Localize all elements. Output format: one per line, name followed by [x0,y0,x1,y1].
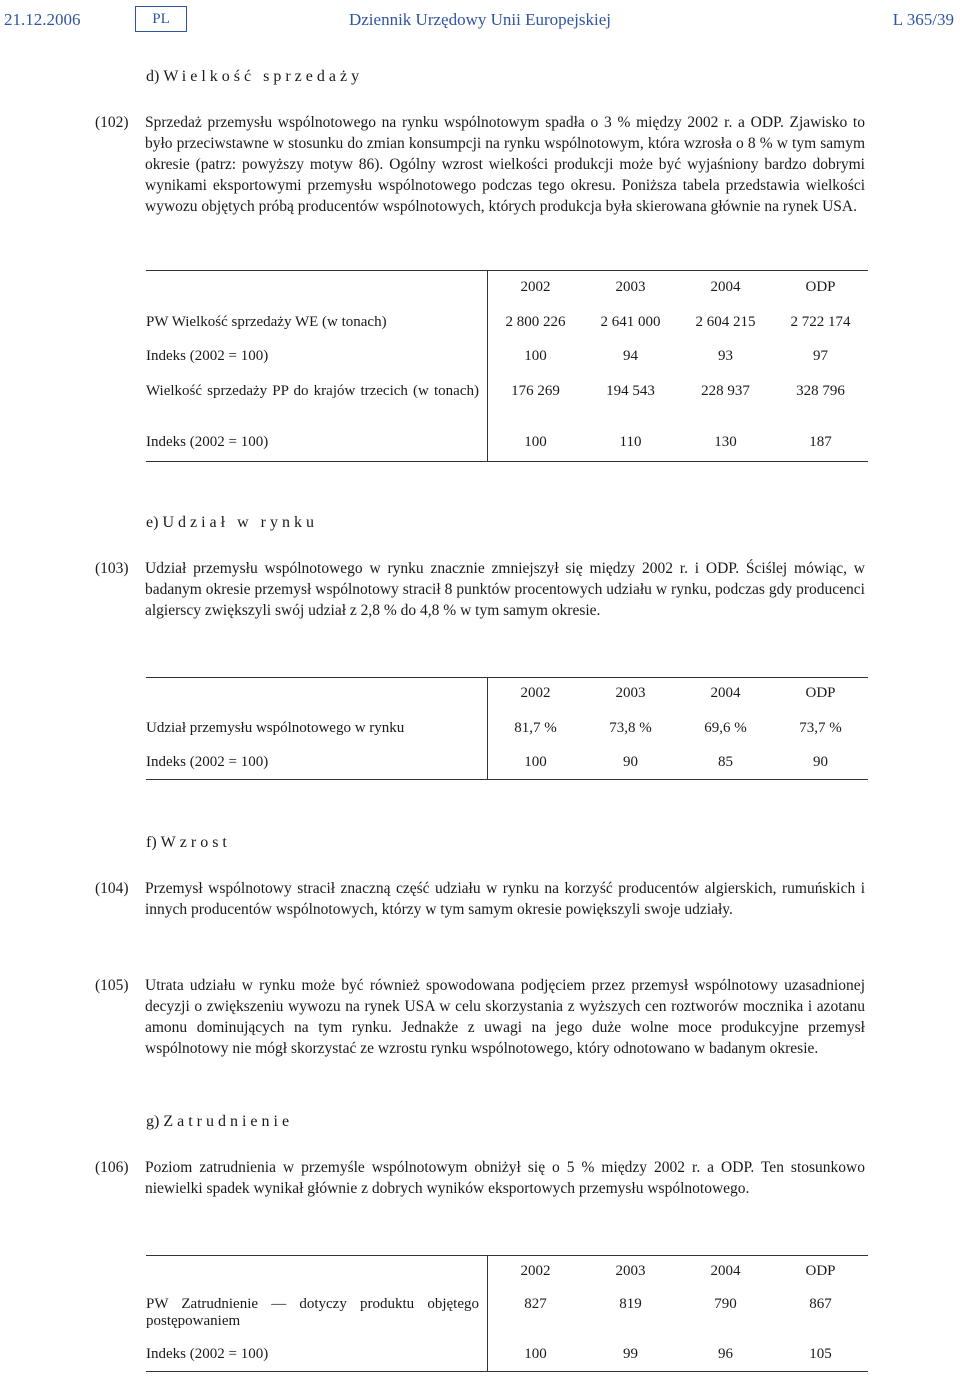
paragraph-text: Udział przemysłu wspólnotowego w rynku znacznie zmniejszył się między 2002 r. i ODP. Ściślej mówiąc, w badanym okresie przemysł wspólnotowy stracił 8 punktów procentowych udziału w rynku, podczas gdy producenci algierscy zwiększyli swój udział z 2,8 % do 4,8 % w tym samym okresie. [145,560,865,619]
language-badge: PL [135,6,187,32]
section-heading-g [146,1113,293,1131]
table-cell: 93 [718,347,733,364]
paragraph-number: (102) [95,114,129,131]
table-cell: 819 [619,1295,642,1312]
page-header [0,6,960,36]
table-cell: 85 [678,746,773,780]
table-row [146,712,868,746]
column-header: 2004 [678,271,773,305]
journal-title: Dziennik Urzędowy Unii Europejskiej [348,10,611,29]
table-cell: 73,8 % [609,719,652,736]
section-title: Wzrost [160,834,231,851]
page-reference: L 365/39 [892,10,954,29]
table-cell: 790 [714,1295,737,1312]
section-heading-e [146,514,318,532]
row-label: Wielkość sprzedaży PP do krajów trzecich (w tonach) [146,373,488,428]
section-letter: d) [146,68,160,85]
table-cell: 100 [524,347,547,364]
column-header: 2004 [678,1256,773,1288]
paragraph-number: (106) [95,1159,129,1176]
column-header: 2002 [488,1256,584,1288]
section-letter: g) [146,1113,160,1130]
table-header-row [146,271,868,305]
table-cell: 187 [773,428,868,462]
paragraph-102 [95,112,865,217]
section-heading-f [146,834,231,852]
section-title: Wielkość sprzedaży [163,68,364,85]
section-heading-d [146,68,363,86]
table-cell: 2 800 226 [505,313,566,330]
table-cell: 90 [773,746,868,780]
table-cell: 2 722 174 [790,313,851,330]
table-cell: 73,7 % [799,719,842,736]
table-header-row [146,678,868,712]
table-row [146,339,868,373]
table-row [146,746,868,780]
table-cell: 100 [488,746,584,780]
sales-volume-table [146,270,868,462]
paragraph-105 [95,975,865,1059]
table-cell: 100 [488,428,584,462]
publication-date: 21.12.2006 [4,10,81,29]
section-title: Udział w rynku [162,514,318,531]
table-header-row [146,1256,868,1288]
row-label: Indeks (2002 = 100) [146,1338,488,1372]
table-cell: 100 [488,1338,584,1372]
column-header: ODP [773,271,868,305]
column-header: 2004 [678,678,773,712]
table-cell: 194 543 [606,382,655,399]
table-cell: 176 269 [511,382,560,399]
table-cell: 228 937 [701,382,750,399]
paragraph-number: (104) [95,880,129,897]
table-cell: 328 796 [796,382,845,399]
paragraph-text: Sprzedaż przemysłu wspólnotowego na rynku wspólnotowym spadła o 3 % między 2002 r. a ODP. Zjawisko to było przeciwstawne w stosunku do zmian konsumpcji na rynku wspólnotowym, która wzrosła o 8 % w tym samym okresie (patrz: powyższy motyw 86). Ogólny wzrost wielkości produkcji może być wyjaśniony bardzo dobrymi wynikami eksportowymi przemysłu wspólnotowego podczas tego okresu. Poniższa tabela przedstawia wielkości wywozu objętych próbą producentów wspólnotowych, których produkcja była skierowana głównie na rynek USA. [145,114,865,215]
table-cell: 99 [583,1338,678,1372]
table-cell: 110 [583,428,678,462]
paragraph-text: Utrata udziału w rynku może być również spowodowana podjęciem przez przemysł wspólnotowy uzasadnionej decyzji o zwiększeniu wywozu na rynek USA w celu skorzystania z wyższych cen roztworów mocznika i azotanu amonu dominujących na tym rynku. Jednakże z uwagi na jego duże wolne moce produkcyjne przemysł wspólnotowy nie mógł skorzystać ze wzrostu rynku wspólnotowego, który odnotowano w badanym okresie. [145,977,865,1057]
row-label: Indeks (2002 = 100) [146,746,488,780]
row-label: Indeks (2002 = 100) [146,428,488,462]
column-header: 2003 [583,678,678,712]
paragraph-106 [95,1157,865,1199]
paragraph-number: (103) [95,560,129,577]
section-letter: e) [146,514,159,531]
column-header: ODP [773,678,868,712]
section-title: Zatrudnienie [163,1113,294,1130]
table-row [146,1288,868,1338]
table-cell: 130 [678,428,773,462]
table-cell: 97 [813,347,828,364]
column-header: 2003 [583,271,678,305]
table-cell: 69,6 % [704,719,747,736]
paragraph-text: Poziom zatrudnienia w przemyśle wspólnotowym obniżył się o 5 % między 2002 r. a ODP. Ten stosunkowo niewielki spadek wynikał głównie z dobrych wyników eksportowych przemysłu wspólnotowego. [145,1159,865,1197]
table-row [146,1338,868,1372]
table-cell: 96 [678,1338,773,1372]
table-row [146,428,868,462]
table-row [146,305,868,339]
table-cell: 81,7 % [514,719,557,736]
table-row [146,373,868,428]
row-label: PW Wielkość sprzedaży WE (w tonach) [146,305,488,339]
paragraph-103 [95,558,865,621]
table-cell: 90 [583,746,678,780]
paragraph-number: (105) [95,977,129,994]
market-share-table [146,677,868,780]
section-letter: f) [146,834,157,851]
column-header: 2002 [488,678,584,712]
row-label: Udział przemysłu wspólnotowego w rynku [146,712,488,746]
paragraph-text: Przemysł wspólnotowy stracił znaczną część udziału w rynku na korzyść producentów algierskich, rumuńskich i innych producentów wspólnotowych, którzy w tym samym okresie powiększyli swoje udziały. [145,880,865,918]
paragraph-104 [95,878,865,920]
column-header: 2002 [488,271,584,305]
table-cell: 2 641 000 [600,313,661,330]
table-cell: 867 [809,1295,832,1312]
employment-table [146,1255,868,1372]
column-header: ODP [773,1256,868,1288]
table-cell: 94 [623,347,638,364]
column-header: 2003 [583,1256,678,1288]
table-cell: 827 [524,1295,547,1312]
row-label: PW Zatrudnienie — dotyczy produktu objętego postępowaniem [146,1288,488,1338]
row-label: Indeks (2002 = 100) [146,339,488,373]
table-cell: 105 [773,1338,868,1372]
table-cell: 2 604 215 [695,313,756,330]
